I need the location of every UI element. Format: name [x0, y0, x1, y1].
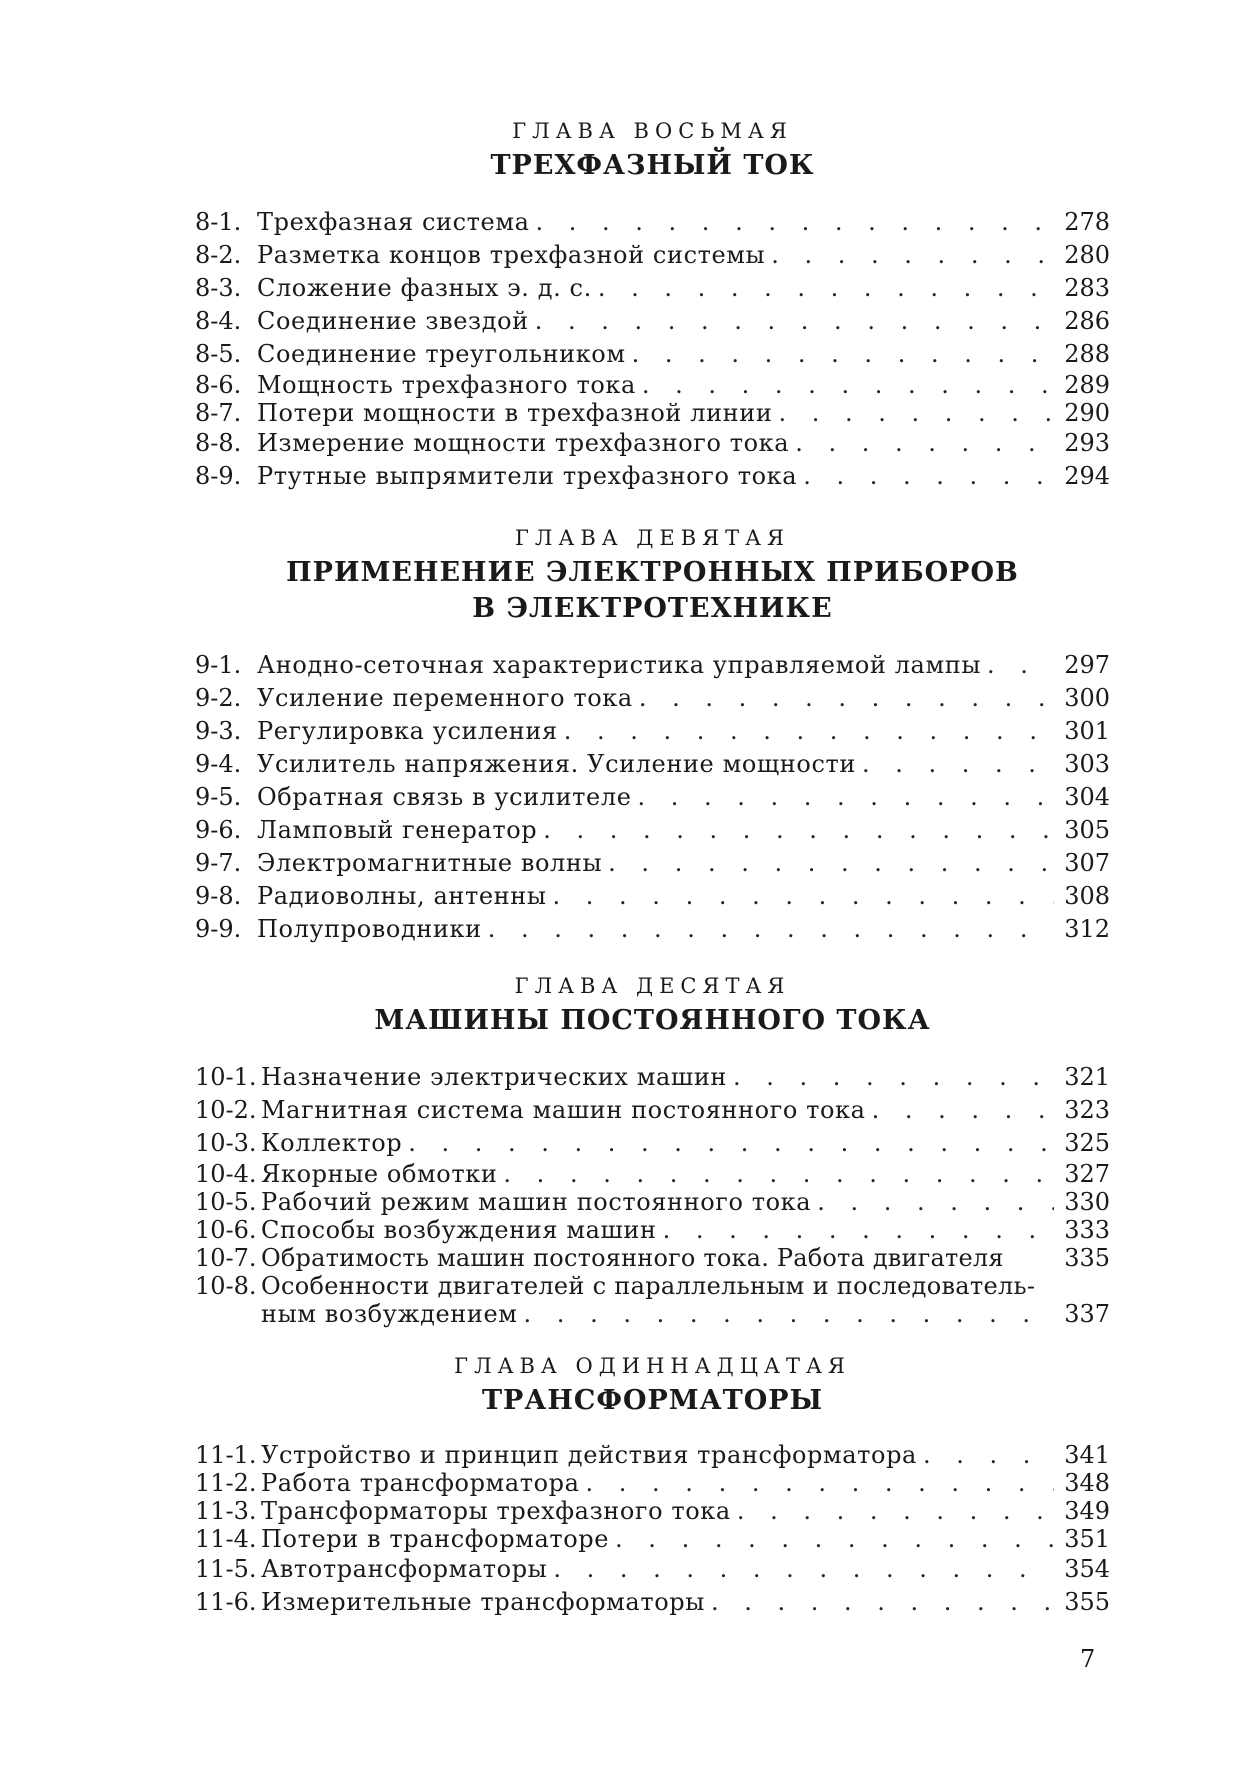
dot-leader [638, 781, 1055, 814]
entry-page: 333 [1064, 1216, 1110, 1244]
toc-entry[interactable] [195, 206, 1110, 239]
toc-entry[interactable] [195, 748, 1110, 781]
toc-entry[interactable] [195, 1061, 1110, 1094]
chapter-title-line-1: ПРИМЕНЕНИЕ ЭЛЕКТРОННЫХ ПРИБОРОВ [286, 557, 1019, 588]
entry-number: 11-6. [195, 1588, 257, 1616]
dot-leader [778, 399, 1054, 427]
entry-title: Регулировка усиления [257, 717, 558, 745]
dot-leader [488, 913, 1054, 946]
entry-page: 351 [1064, 1525, 1110, 1553]
entry-title: Усилитель напряжения. Усиление мощности [257, 750, 856, 778]
page-number: 7 [1080, 1645, 1096, 1673]
toc-entry[interactable] [195, 427, 1110, 460]
entry-number: 9-5. [195, 783, 242, 811]
entry-number: 9-3. [195, 717, 242, 745]
entry-title: Электромагнитные волны [257, 849, 603, 877]
toc-entry[interactable] [195, 649, 1110, 682]
chapter-8 [195, 118, 1110, 493]
entry-number: 11-5. [195, 1555, 257, 1583]
entry-number: 10-7. [195, 1244, 257, 1272]
entry-number: 10-8. [195, 1272, 257, 1300]
entry-page: 280 [1064, 241, 1110, 269]
entry-page: 293 [1064, 429, 1110, 457]
entry-title: Трансформаторы трехфазного тока [261, 1497, 731, 1525]
toc-entry[interactable] [195, 1553, 1110, 1586]
entry-page: 300 [1064, 684, 1110, 712]
dot-leader [923, 1441, 1054, 1469]
entry-title: Соединение звездой [257, 307, 529, 335]
entry-page: 341 [1064, 1441, 1110, 1469]
entry-title: Соединение треугольником [257, 340, 626, 368]
dot-leader [987, 649, 1054, 682]
toc-entry[interactable] [195, 913, 1110, 946]
toc-entry[interactable] [195, 1188, 1110, 1216]
entry-page: 348 [1064, 1469, 1110, 1497]
entry-title-continuation: ным возбуждением [261, 1300, 518, 1328]
entry-number: 11-2. [195, 1469, 257, 1497]
entry-title: Потери в трансформаторе [261, 1525, 610, 1553]
chapter-title: МАШИНЫ ПОСТОЯННОГО ТОКА [374, 1005, 931, 1036]
entry-number: 8-6. [195, 371, 242, 399]
entry-title: Особенности двигателей с параллельным и последователь- [261, 1272, 1036, 1300]
entry-number: 10-1. [195, 1063, 257, 1091]
entry-page: 321 [1064, 1063, 1110, 1091]
dot-leader [632, 338, 1054, 371]
chapter-label: ГЛАВА ДЕСЯТАЯ [514, 974, 791, 998]
entry-number: 8-4. [195, 307, 242, 335]
entry-title: Обратная связь в усилителе [257, 783, 632, 811]
dot-leader [503, 1160, 1054, 1188]
toc-list [195, 1061, 1110, 1328]
entry-title: Ламповый генератор [257, 816, 538, 844]
dot-leader [872, 1094, 1054, 1127]
entry-title: Потери мощности в трехфазной линии [257, 399, 773, 427]
entry-page: 286 [1064, 307, 1110, 335]
dot-leader [737, 1497, 1054, 1525]
dot-leader [711, 1586, 1054, 1619]
entry-number: 9-6. [195, 816, 242, 844]
chapter-label: ГЛАВА ОДИННАДЦАТАЯ [454, 1354, 851, 1378]
entry-page: 327 [1064, 1160, 1110, 1188]
entry-page: 305 [1064, 816, 1110, 844]
entry-page: 330 [1064, 1188, 1110, 1216]
entry-title: Ртутные выпрямители трехфазного тока [257, 462, 798, 490]
dot-leader [615, 1525, 1054, 1553]
toc-entry[interactable] [195, 715, 1110, 748]
toc-entry[interactable] [195, 1216, 1110, 1244]
entry-page: 290 [1064, 399, 1110, 427]
entry-title: Способы возбуждения машин [261, 1216, 657, 1244]
toc-list [195, 1441, 1110, 1619]
dot-leader [564, 715, 1054, 748]
toc-entry[interactable] [195, 682, 1110, 715]
dot-leader [553, 1553, 1054, 1586]
chapter-title-line-2: В ЭЛЕКТРОТЕХНИКЕ [472, 593, 833, 624]
entry-page: 294 [1064, 462, 1110, 490]
toc-entry[interactable] [195, 460, 1110, 493]
toc-entry[interactable] [195, 272, 1110, 305]
toc-entry[interactable] [195, 847, 1110, 880]
dot-leader [543, 814, 1054, 847]
entry-title: Назначение электрических машин [261, 1063, 728, 1091]
entry-page: 325 [1064, 1129, 1110, 1157]
toc-entry[interactable] [195, 305, 1110, 338]
entry-page: 349 [1064, 1497, 1110, 1525]
dot-leader [536, 206, 1054, 239]
entry-title: Радиоволны, антенны [257, 882, 547, 910]
toc-entry[interactable] [195, 781, 1110, 814]
entry-title: Разметка концов трехфазной системы [257, 241, 766, 269]
entry-title: Измерение мощности трехфазного тока [257, 429, 790, 457]
toc-entry[interactable] [195, 814, 1110, 847]
toc-entry[interactable] [195, 1441, 1110, 1469]
entry-title: Якорные обмотки [261, 1160, 498, 1188]
entry-title: Трехфазная система [257, 208, 530, 236]
entry-number: 10-3. [195, 1129, 257, 1157]
entry-page: 289 [1064, 371, 1110, 399]
dot-leader [862, 748, 1054, 781]
toc-entry[interactable] [195, 399, 1110, 427]
toc-entry[interactable] [195, 1469, 1110, 1497]
chapter-title: ТРАНСФОРМАТОРЫ [481, 1385, 824, 1416]
entry-number: 10-5. [195, 1188, 257, 1216]
entry-page: 307 [1064, 849, 1110, 877]
chapter-10 [195, 973, 1110, 1328]
entry-page: 301 [1064, 717, 1110, 745]
dot-leader [586, 1469, 1054, 1497]
entry-page: 288 [1064, 340, 1110, 368]
entry-page: 323 [1064, 1096, 1110, 1124]
chapter-label: ГЛАВА ВОСЬМАЯ [512, 119, 793, 143]
entry-title: Мощность трехфазного тока [257, 371, 636, 399]
dot-leader [663, 1216, 1054, 1244]
entry-number: 11-4. [195, 1525, 257, 1553]
dot-leader [598, 272, 1054, 305]
dot-leader [803, 460, 1054, 493]
entry-number: 10-4. [195, 1160, 257, 1188]
entry-number: 11-1. [195, 1441, 257, 1469]
dot-leader [771, 239, 1054, 272]
entry-number: 8-1. [195, 208, 242, 236]
dot-leader [524, 1300, 1054, 1328]
entry-number: 9-2. [195, 684, 242, 712]
entry-title: Полупроводники [257, 915, 482, 943]
toc-entry[interactable] [195, 1160, 1110, 1188]
entry-number: 9-7. [195, 849, 242, 877]
entry-number: 9-1. [195, 651, 242, 679]
entry-page: 308 [1064, 882, 1110, 910]
dot-leader [733, 1061, 1054, 1094]
dot-leader [553, 880, 1054, 913]
dot-leader [639, 682, 1054, 715]
entry-number: 8-2. [195, 241, 242, 269]
dot-leader [408, 1127, 1054, 1160]
entry-number: 8-7. [195, 399, 242, 427]
toc-list [195, 206, 1110, 493]
chapter-9 [195, 525, 1110, 946]
dot-leader [817, 1188, 1054, 1216]
toc-entry[interactable] [195, 1127, 1110, 1160]
entry-title: Магнитная система машин постоянного тока [261, 1096, 866, 1124]
toc-entry[interactable] [195, 239, 1110, 272]
entry-number: 9-4. [195, 750, 242, 778]
entry-page: 297 [1064, 651, 1110, 679]
toc-list [195, 649, 1110, 946]
entry-page: 278 [1064, 208, 1110, 236]
entry-number: 9-9. [195, 915, 242, 943]
entry-number: 11-3. [195, 1497, 257, 1525]
toc-entry[interactable] [195, 880, 1110, 913]
entry-page: 283 [1064, 274, 1110, 302]
toc-entry[interactable] [195, 1586, 1110, 1619]
chapter-11 [195, 1353, 1110, 1619]
entry-page: 337 [1064, 1300, 1110, 1328]
dot-leader [795, 427, 1054, 460]
entry-continuation [195, 1300, 1110, 1328]
dot-leader [535, 305, 1054, 338]
entry-number: 8-9. [195, 462, 242, 490]
entry-page: 303 [1064, 750, 1110, 778]
entry-page: 355 [1064, 1588, 1110, 1616]
dot-leader [642, 371, 1054, 399]
toc-entry[interactable] [195, 1272, 1110, 1328]
entry-page: 335 [1064, 1244, 1110, 1272]
entry-page: 312 [1064, 915, 1110, 943]
entry-title: Анодно-сеточная характеристика управляемой лампы [257, 651, 982, 679]
chapter-title: ТРЕХФАЗНЫЙ ТОК [490, 150, 815, 181]
entry-title: Обратимость машин постоянного тока. Работа двигателя [261, 1244, 1004, 1272]
toc-entry[interactable] [195, 338, 1110, 371]
toc-entry[interactable] [195, 1497, 1110, 1525]
entry-number: 8-5. [195, 340, 242, 368]
entry-page: 354 [1064, 1555, 1110, 1583]
entry-title: Коллектор [261, 1129, 403, 1157]
entry-title: Измерительные трансформаторы [261, 1588, 705, 1616]
entry-title: Автотрансформаторы [261, 1555, 548, 1583]
chapter-label: ГЛАВА ДЕВЯТАЯ [514, 526, 790, 550]
entry-title: Рабочий режим машин постоянного тока [261, 1188, 812, 1216]
toc-entry[interactable] [195, 371, 1110, 399]
toc-entry[interactable] [195, 1094, 1110, 1127]
entry-number: 8-8. [195, 429, 242, 457]
toc-entry[interactable] [195, 1244, 1110, 1272]
dot-leader [608, 847, 1054, 880]
entry-number: 10-6. [195, 1216, 257, 1244]
entry-title: Усиление переменного тока [257, 684, 633, 712]
entry-number: 9-8. [195, 882, 242, 910]
entry-title: Работа трансформатора [261, 1469, 580, 1497]
entry-title: Сложение фазных э. д. с. [257, 274, 592, 302]
entry-number: 10-2. [195, 1096, 257, 1124]
toc-entry[interactable] [195, 1525, 1110, 1553]
entry-number: 8-3. [195, 274, 242, 302]
entry-title: Устройство и принцип действия трансформатора [261, 1441, 917, 1469]
entry-page: 304 [1064, 783, 1110, 811]
